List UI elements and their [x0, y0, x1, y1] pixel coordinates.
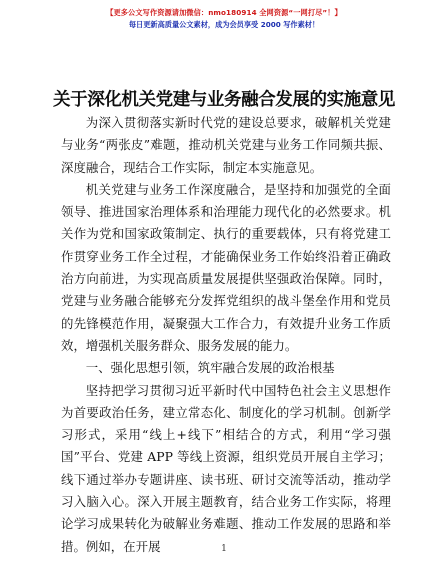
promo-banner-line-1: 【更多公文写作资源请加微信：nmo180914 全网资源“一网打尽”！】: [106, 8, 342, 17]
background-paragraph: 机关党建与业务工作深度融合，是坚持和加强党的全面领导、推进国家治理体系和治理能力现代化的必然要求。机关作为党和国家政策制定、执行的重要载体，只有将党建工作贯穿业务工作全过程，才能确保业务工作始终沿着正确政治方向前进，为实现高质量发展提供坚强政治保障。同时，党建与业务融合能够充分发挥党组织的战斗堡垒作用和党员的先锋模范作用，凝聚强大工作合力，有效提升业务工作质效，增强机关服务群众、服务发展的能力。: [61, 181, 391, 353]
document-body: [61, 112, 391, 558]
promo-banner-line-2: 每日更新高质量公文素材，成为会员享受 2000 写作素材！: [128, 20, 320, 29]
section-paragraph: 坚持把学习贯彻习近平新时代中国特色社会主义思想作为首要政治任务，建立常态化、制度化的学习机制。创新学习形式，采用“线上+线下”相结合的方式，利用“学习强国”平台、党建 APP 等线上资源，组织党员开展自主学习；线下通过举办专题讲座、读书班、研讨交流等活动，推动学习入脑入心。深入开展主题教育，结合业务工作实际，将理论学习成果转化为破解业务难题、推动工作发展的思路和举措。例如，在开展: [61, 382, 391, 554]
document-title: 关于深化机关党建与业务融合发展的实施意见: [53, 90, 395, 110]
intro-paragraph: 为深入贯彻落实新时代党的建设总要求，破解机关党建与业务“两张皮”难题，推动机关党建与业务工作同频共振、深度融合，现结合工作实际，制定本实施意见。: [61, 115, 391, 175]
section-heading: 一、强化思想引领，筑牢融合发展的政治根基: [85, 360, 335, 376]
page-number: 1: [221, 544, 227, 554]
